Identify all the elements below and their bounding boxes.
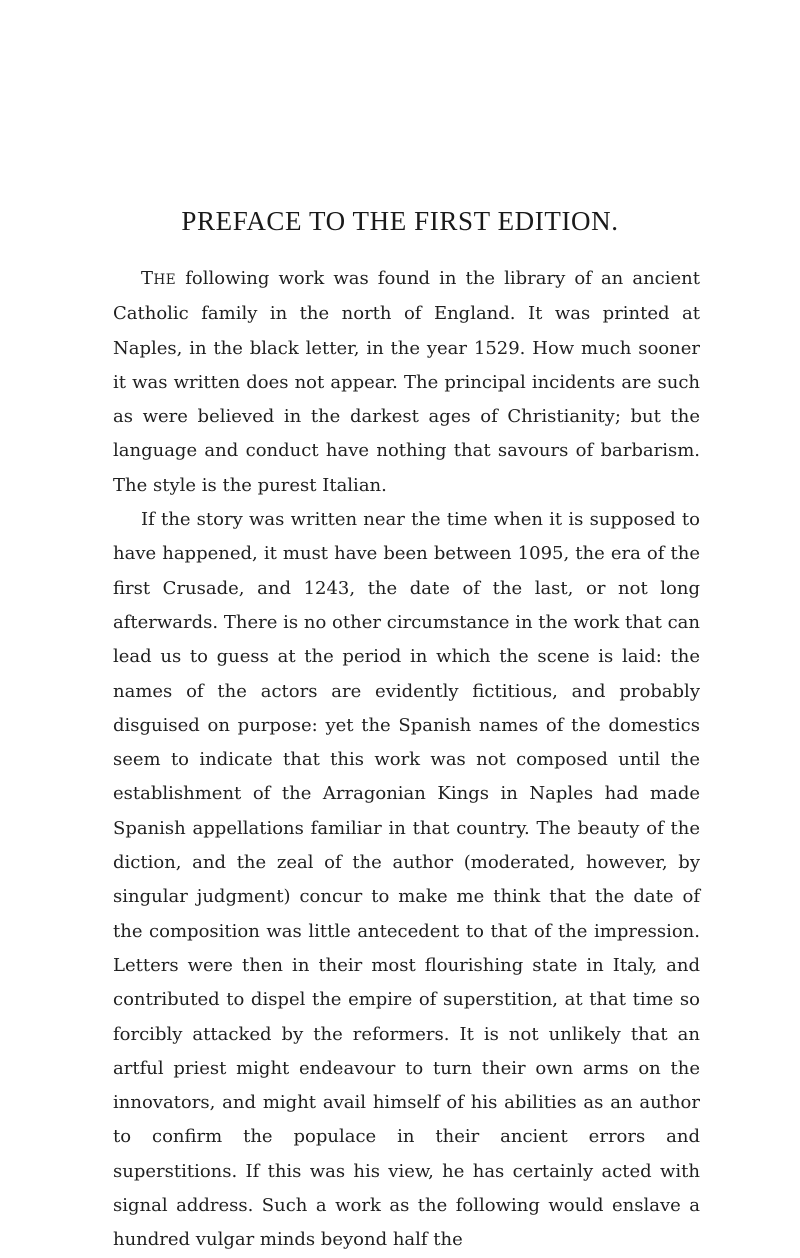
- preface-body: [113, 262, 700, 1258]
- paragraph-1: [113, 262, 700, 503]
- small-caps-opening-word: THE: [141, 268, 177, 289]
- paragraph-2: [113, 503, 700, 1258]
- paragraph-1-text: following work was found in the library of an ancient Catholic family in the north of England. It was printed at Naples, in the black letter, in the year 1529. How much sooner it was written does not appear. The principal incidents are such as were believed in the darkest ages of Christianity; but the language and conduct have nothing that savours of barbarism. The style is the purest Italian.: [113, 268, 700, 496]
- preface-title: PREFACE TO THE FIRST EDITION.: [181, 206, 619, 236]
- paragraph-2-text: If the story was written near the time when it is supposed to have happened, it must have been between 1095, the era of the first Crusade, and 1243, the date of the last, or not long afterwards. There is no other circumstance in the work that can lead us to guess at the period in which the scene is laid: the names of the actors are evidently fictitious, and probably disguised on purpose: yet the Spanish names of the domestics seem to indicate that this work was not composed until the establishment of the Arragonian Kings in Naples had made Spanish appellations familiar in that country. The beauty of the diction, and the zeal of the author (moderated, however, by singular judgment) concur to make me think that the date of the composition was little antecedent to that of the impression. Letters were then in their most flourishing state in Italy, and contributed to dispel the empire of superstition, at that time so forcibly attacked by the reformers. It is not unlikely that an artful priest might endeavour to turn their own arms on the innovators, and might avail himself of his abilities as an author to confirm the populace in their ancient errors and superstitions. If this was his view, he has certainly acted with signal address. Such a work as the following would enslave a hundred vulgar minds beyond half the: [113, 509, 700, 1251]
